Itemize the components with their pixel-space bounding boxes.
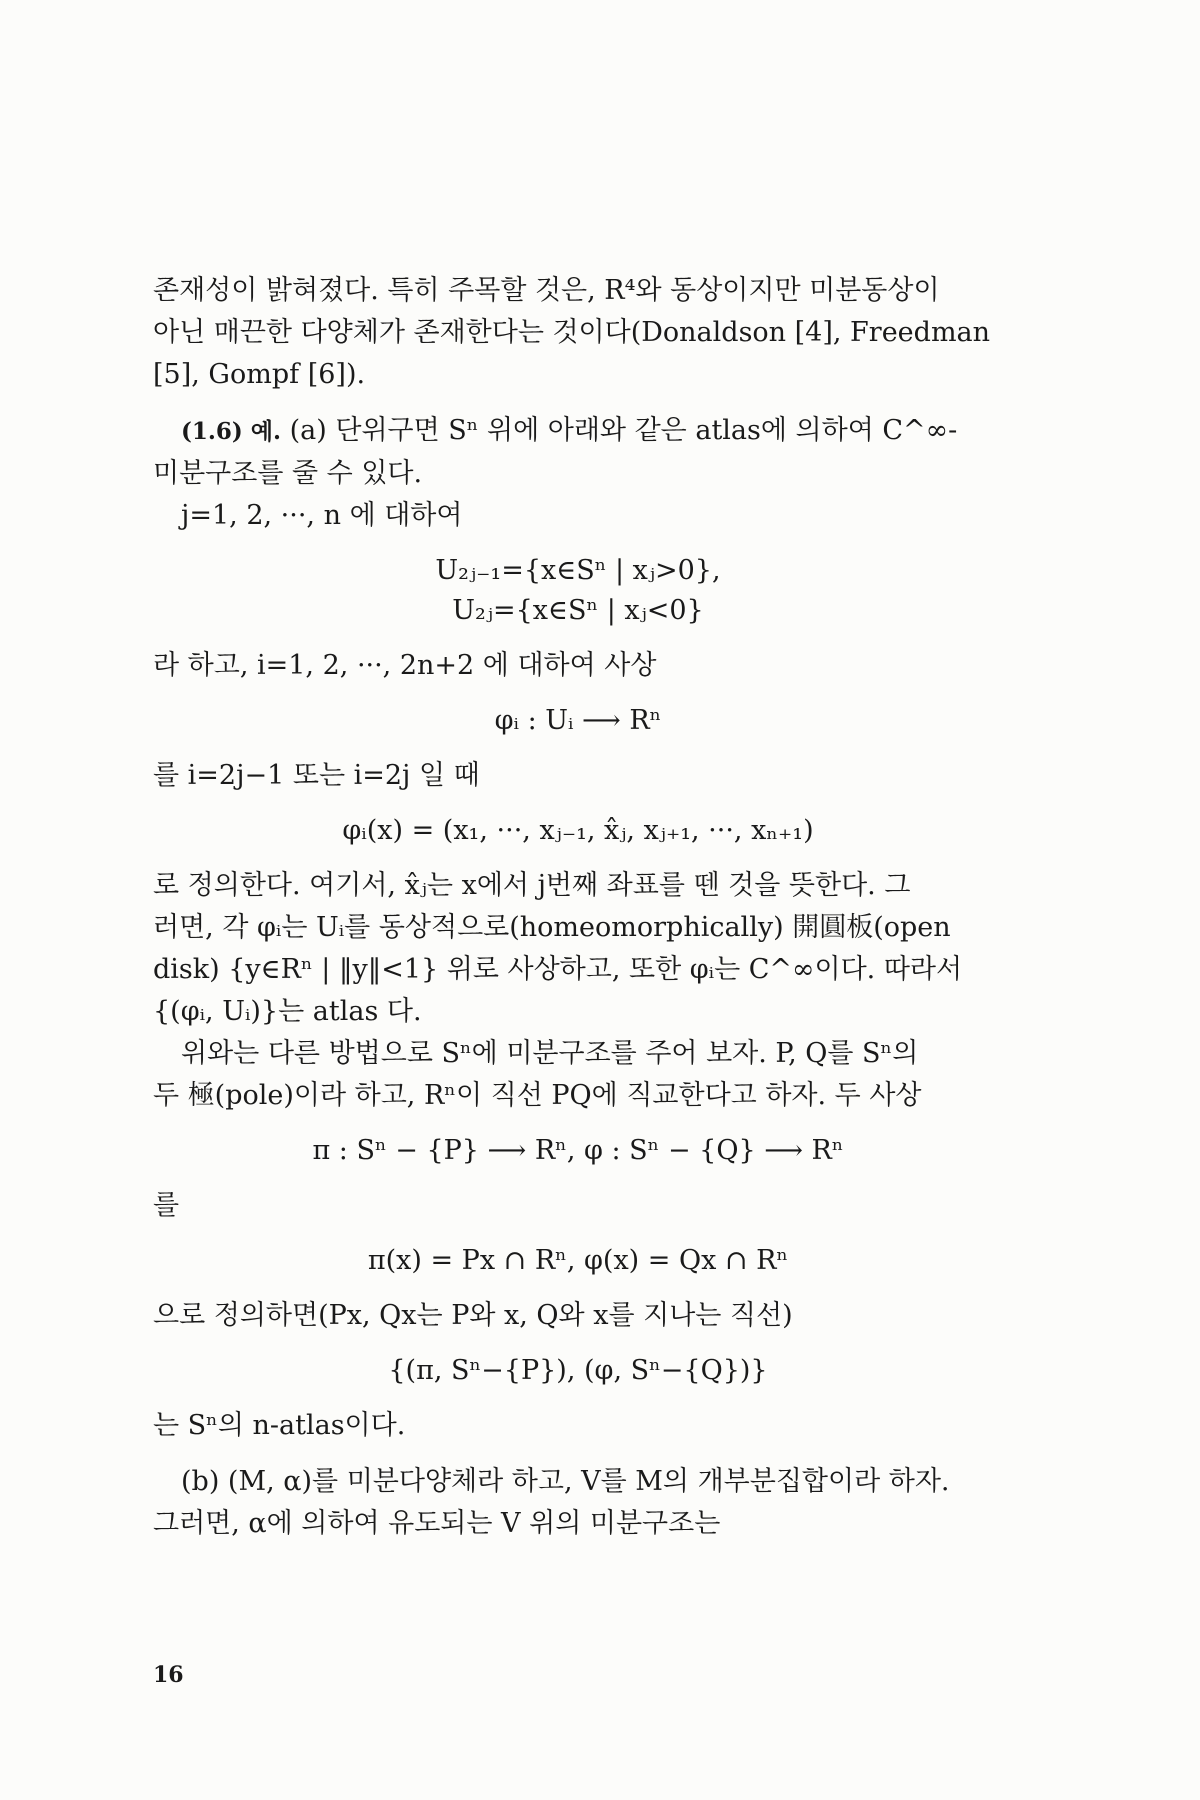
equation: U₂ⱼ₋₁={x∈Sⁿ | xⱼ>0},	[435, 555, 721, 586]
example-number: (1.6) 예.	[181, 418, 282, 445]
text-line: 두 極(pole)이라 하고, Rⁿ이 직선 PQ에 직교한다고 하자. 두 사상	[153, 1080, 922, 1111]
text-line: 라 하고, i=1, 2, ···, 2n+2 에 대하여 사상	[153, 650, 657, 681]
text-line: 로 정의한다. 여기서, x̂ⱼ는 x에서 j번째 좌표를 뗀 것을 뜻한다. 그	[153, 870, 911, 901]
equation: φᵢ : Uᵢ ⟶ Rⁿ	[494, 705, 662, 736]
equation: U₂ⱼ={x∈Sⁿ | xⱼ<0}	[452, 595, 704, 626]
text-line: (a) 단위구면 Sⁿ 위에 아래와 같은 atlas에 의하여 C^∞-	[289, 415, 958, 446]
text-line: 러면, 각 φᵢ는 Uᵢ를 동상적으로(homeomorphically) 開圓板(open	[153, 912, 951, 943]
text-line: 그러면, α에 의하여 유도되는 V 위의 미분구조는	[153, 1508, 721, 1539]
text-line: 존재성이 밝혀졌다. 특히 주목할 것은, R⁴와 동상이지만 미분동상이	[153, 275, 940, 306]
text-line: 는 Sⁿ의 n-atlas이다.	[153, 1410, 406, 1441]
text-line: (b) (M, α)를 미분다양체라 하고, V를 M의 개부분집합이라 하자.	[181, 1466, 950, 1497]
text-line: [5], Gompf [6]).	[153, 359, 366, 390]
text-line: 아닌 매끈한 다양체가 존재한다는 것이다(Donaldson [4], Freedman	[153, 317, 991, 348]
text-line: disk) {y∈Rⁿ | ‖y‖<1} 위로 사상하고, 또한 φᵢ는 C^∞이다. 따라서	[153, 954, 963, 985]
text-line: j=1, 2, ···, n 에 대하여	[181, 500, 463, 531]
text-line: 으로 정의하면(Px, Qx는 P와 x, Q와 x를 지나는 직선)	[153, 1300, 793, 1331]
page-body	[153, 270, 1003, 1545]
example-heading-line	[153, 410, 1003, 453]
equation: π(x) = Px ∩ Rⁿ, φ(x) = Qx ∩ Rⁿ	[367, 1245, 789, 1276]
equation: φᵢ(x) = (x₁, ···, xⱼ₋₁, x̂ⱼ, xⱼ₊₁, ···, xₙ₊₁)	[342, 815, 814, 846]
equation: {(π, Sⁿ−{P}), (φ, Sⁿ−{Q})}	[388, 1355, 768, 1386]
text-line: 위와는 다른 방법으로 Sⁿ에 미분구조를 주어 보자. P, Q를 Sⁿ의	[181, 1038, 919, 1069]
text-line: 를 i=2j−1 또는 i=2j 일 때	[153, 760, 480, 791]
text-line: {(φᵢ, Uᵢ)}는 atlas 다.	[153, 996, 422, 1027]
text-line: 를	[153, 1190, 180, 1221]
page-number: 16	[153, 1662, 184, 1688]
equation: π : Sⁿ − {P} ⟶ Rⁿ, φ : Sⁿ − {Q} ⟶ Rⁿ	[312, 1135, 844, 1166]
text-line: 미분구조를 줄 수 있다.	[153, 458, 423, 489]
